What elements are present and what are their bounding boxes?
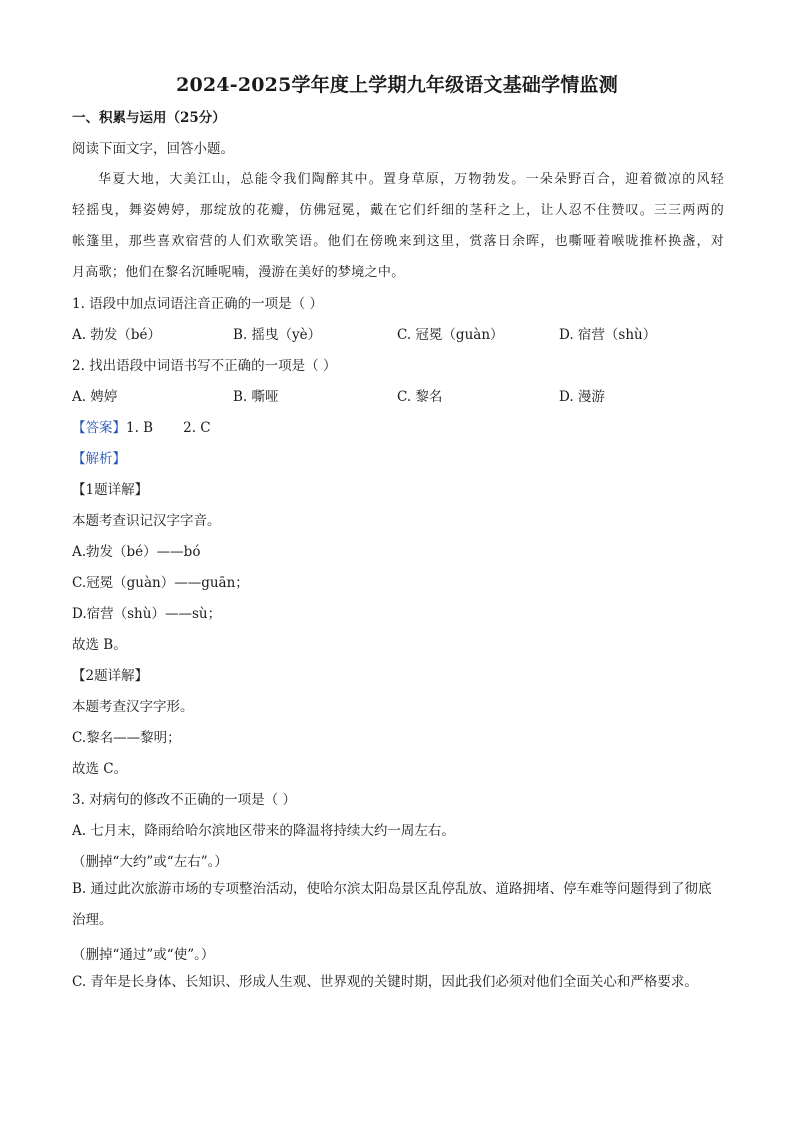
detail-1-line-2: A.勃发（bé）——bó (72, 544, 201, 560)
passage-line-3: 帐篷里，那些喜欢宿营的人们欢歌笑语。他们在傍晚来到这里，赏落日余晖，也嘶哑着喉咙推杯换盏，对 (72, 234, 724, 249)
reading-instruction: 阅读下面文字，回答小题。 (72, 141, 234, 157)
analysis-tag: 【解析】 (72, 451, 126, 467)
question-3-option-c: C. 青年是长身体、长知识、形成人生观、世界观的关键时期，因此我们必须对他们全面关心和严格要求。 (72, 974, 698, 990)
detail-1-line-4: D.宿营（shù）——sù； (72, 606, 222, 622)
answer-line (72, 416, 211, 436)
question-2-option-a: A. 娉婷 (72, 389, 118, 405)
detail-2-line-1: 本题考查汉字字形。 (72, 699, 194, 715)
question-3-stem: 3. 对病句的修改不正确的一项是（ ） (72, 792, 296, 808)
question-2-option-b: B. 嘶哑 (233, 389, 279, 405)
section-heading: 一、积累与运用（25分） (72, 110, 226, 126)
question-1-option-c: C. 冠冕（guàn） (397, 327, 504, 343)
question-1-stem: 1. 语段中加点词语注音正确的一项是（ ） (72, 296, 323, 312)
question-2-stem: 2. 找出语段中词语书写不正确的一项是（ ） (72, 358, 337, 374)
question-3-option-b: B. 通过此次旅游市场的专项整治活动，使哈尔滨太阳岛景区乱停乱放、道路拥堵、停车难等问题得到了彻底治理。 (72, 881, 712, 928)
detail-1-tag: 【1题详解】 (72, 482, 149, 498)
document-title: 2024-2025学年度上学期九年级语文基础学情监测 (176, 74, 618, 96)
detail-2-line-3: 故选 C。 (72, 761, 128, 777)
question-3-option-a: A. 七月末，降雨给哈尔滨地区带来的降温将持续大约一周左右。 (72, 823, 455, 839)
answer-tag: 【答案】 (72, 420, 126, 436)
answer-text: 1. B 2. C (126, 420, 211, 436)
question-2-option-d: D. 漫游 (559, 389, 605, 405)
passage-line-1: 华夏大地，大美江山，总能令我们陶醉其中。置身草原，万物勃发。一朵朵野百合，迎着微凉的风轻 (98, 172, 724, 187)
detail-2-line-2: C.黎名——黎明； (72, 730, 181, 746)
detail-1-line-5: 故选 B。 (72, 637, 127, 653)
question-1-option-d: D. 宿营（shù） (559, 327, 657, 343)
question-2-option-c: C. 黎名 (397, 389, 443, 405)
detail-1-line-3: C.冠冕（guàn）——guān； (72, 575, 249, 591)
passage-line-4: 月高歌；他们在黎名沉睡呢喃，漫游在美好的梦境之中。 (72, 265, 405, 280)
question-3-option-b-fix: （删掉“通过”或“使”。） (72, 947, 215, 963)
question-1-option-b: B. 摇曳（yè） (233, 327, 322, 343)
passage-line-2: 轻摇曳，舞姿娉婷，那绽放的花瓣，仿佛冠冕，戴在它们纤细的茎秆之上，让人忍不住赞叹。三三两两的 (72, 203, 724, 218)
detail-2-tag: 【2题详解】 (72, 668, 149, 684)
detail-1-line-1: 本题考查识记汉字字音。 (72, 513, 221, 529)
question-1-option-a: A. 勃发（bé） (72, 327, 161, 343)
question-3-option-a-fix: （删掉“大约”或“左右”。） (72, 854, 228, 870)
